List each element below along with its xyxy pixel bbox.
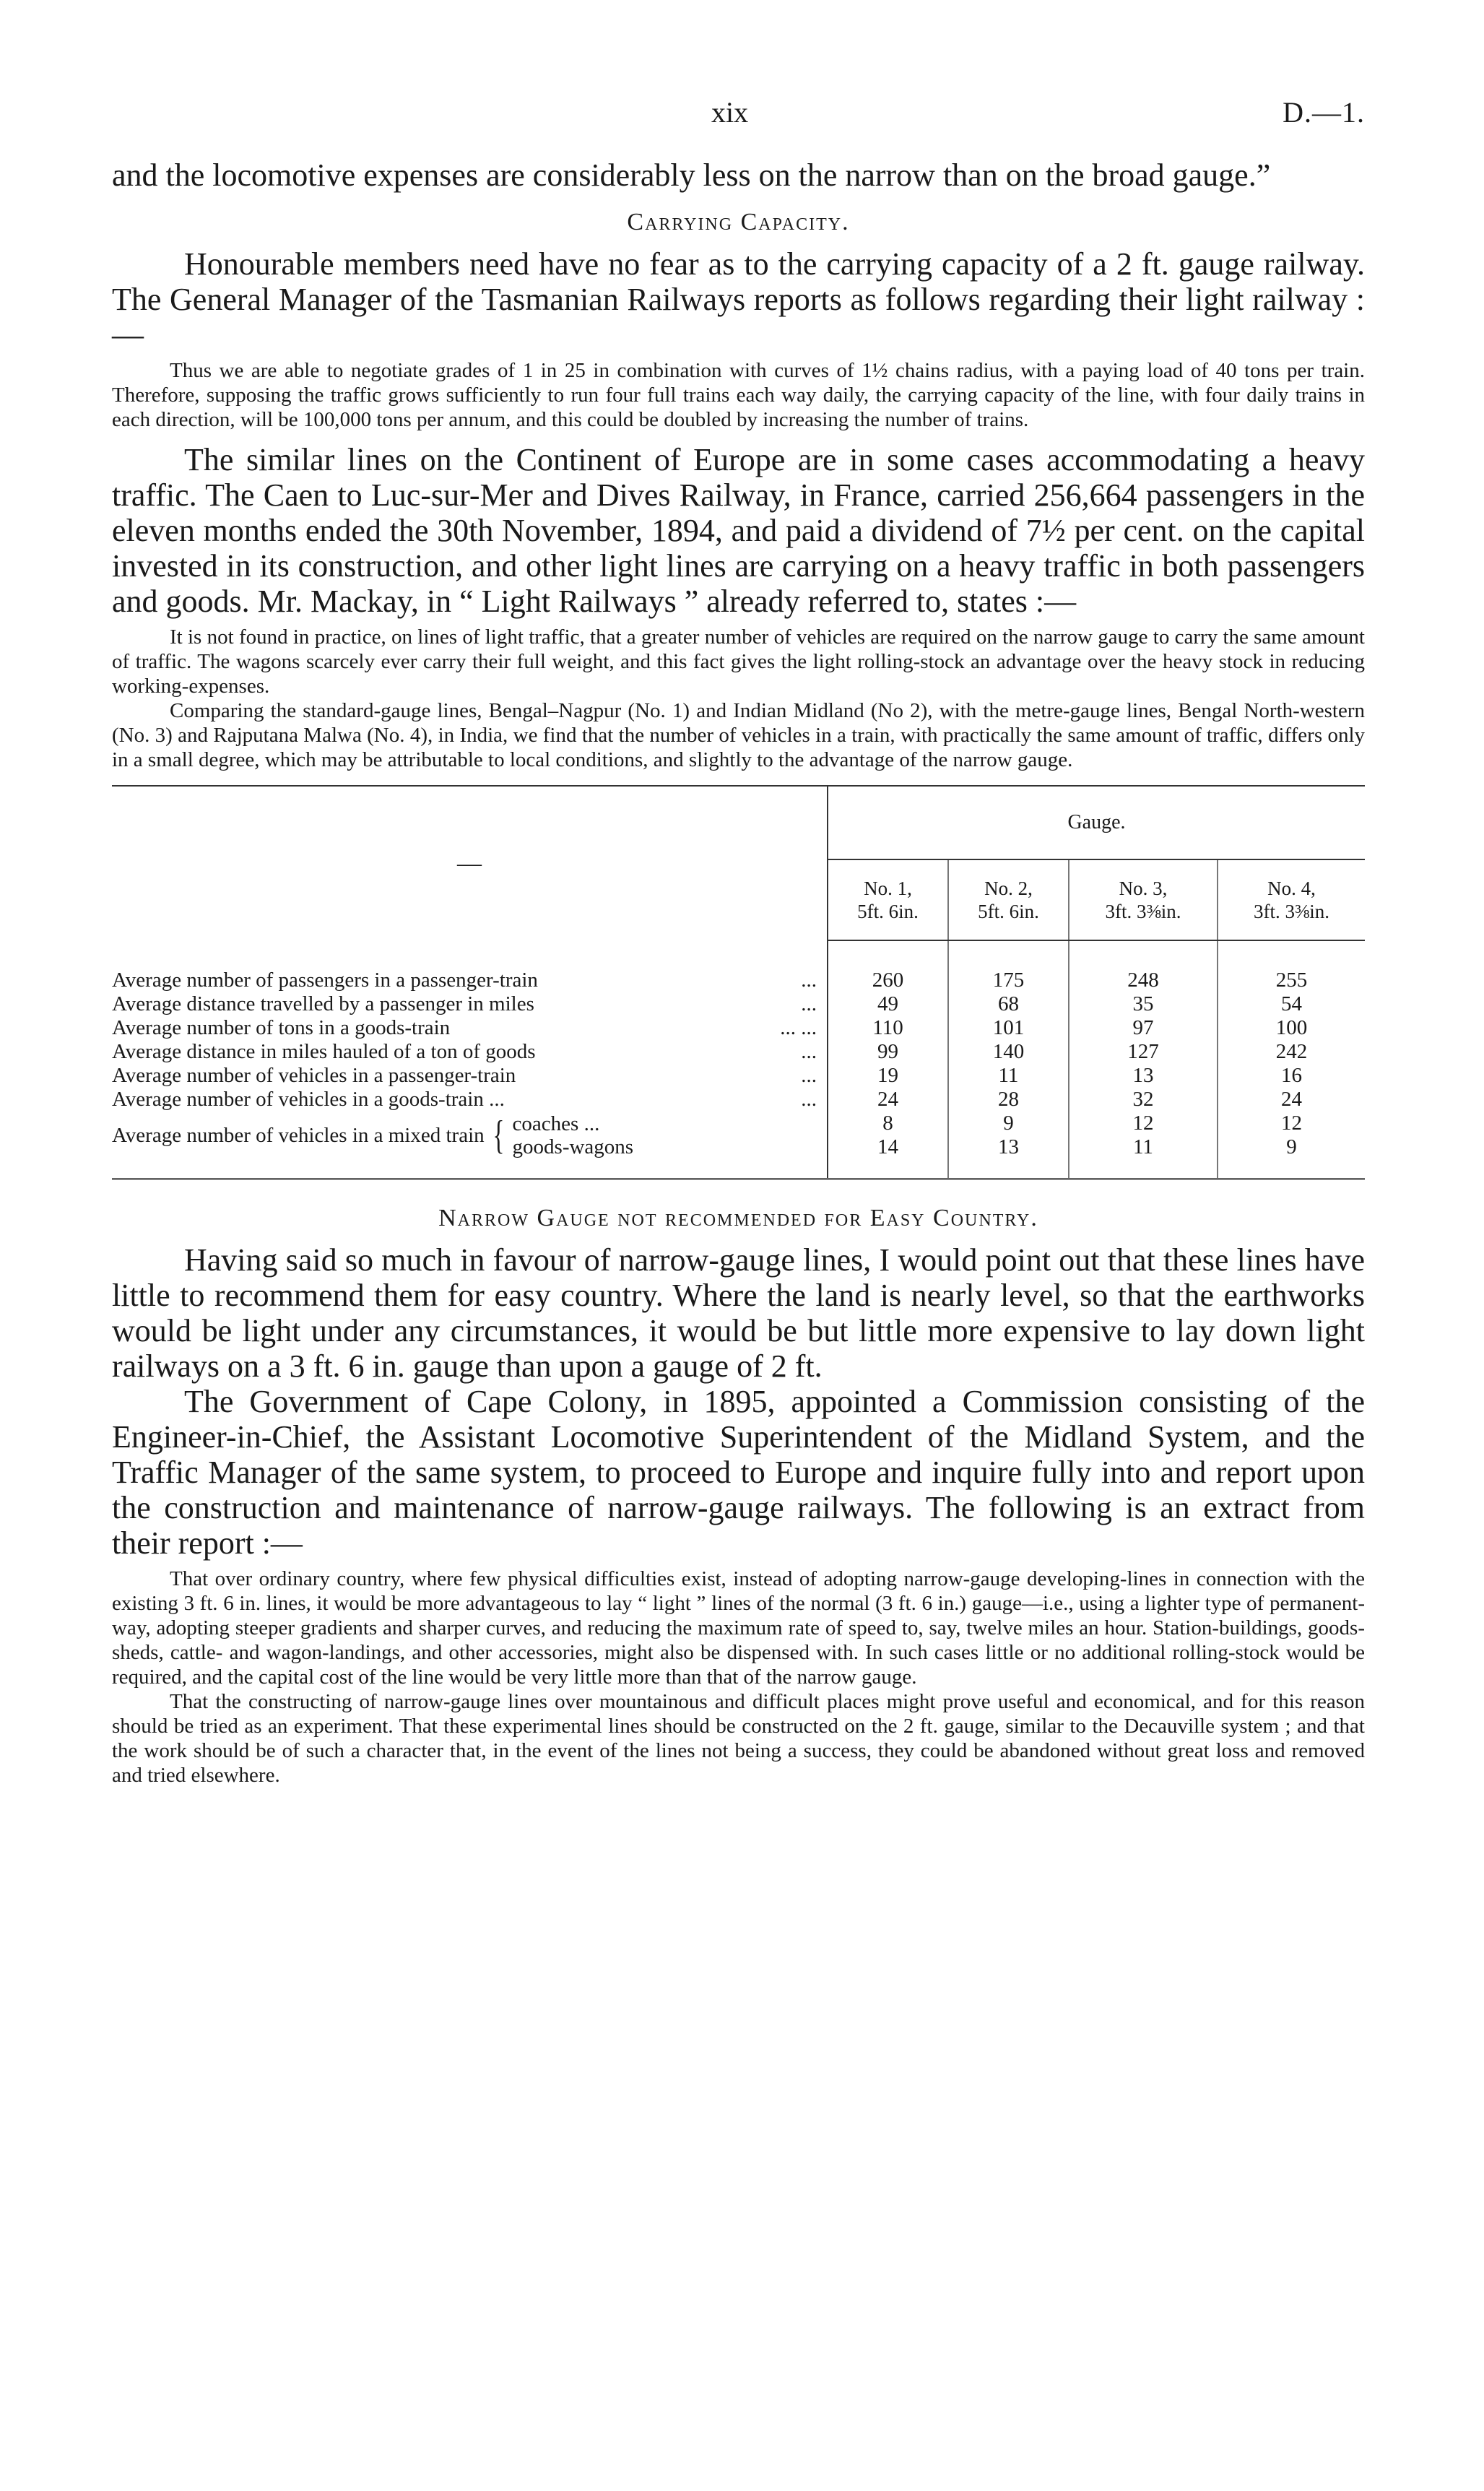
table-row: Average number of vehicles in a goods-train ... ... 24 28 32 24 [112,1088,1302,1111]
mixed-train-label: Average number of vehicles in a mixed train [112,1123,485,1147]
table-row: Average number of tons in a goods-train ... ... 110 101 97 100 [112,1016,1308,1039]
table-row: Average distance in miles hauled of a ton of goods ... 99 140 127 242 [112,1040,1308,1063]
paragraph-having-said: Having said so much in favour of narrow-gauge lines, I would point out that these lines have little to recommend them for easy country. Where the land is nearly level, so that the earthworks would be light under any circumstances, it would be but little more expensive to lay down light railways on a 3 ft. 6 in. gauge than upon a gauge of 2 ft. [112,1242,1365,1384]
paragraph-honourable-members: Honourable members need have no fear as to the carrying capacity of a 2 ft. gauge railway. The General Manager of the Tasmanian Railways reports as follows regarding their light railway :— [112,246,1365,352]
table-blank-header: — [112,786,828,940]
continuation-paragraph: and the locomotive expenses are considerably less on the narrow than on the broad gauge.” [112,157,1271,193]
quote-cape-report-1: That over ordinary country, where few physical difficulties exist, instead of adopting narrow-gauge developing-lines in connection with the existing 3 ft. 6 in. lines, it would be more advantageous to lay “ light ” lines of the normal (3 ft. 6 in.) gauge—i.e., using a lighter type of permanent-way, adopting steeper gradients and sharper curves, and reducing the maximum rate of speed to, say, twelve miles an hour. Station-buildings, goods-sheds, cattle- and wagon-landings, and other accessories, might also be dispensed with. In such cases little or no additional rolling-stock would be required, and the capital cost of the line would be very little more than that of the narrow gauge. [112,1567,1365,1689]
paragraph-cape-colony: The Government of Cape Colony, in 1895, appointed a Commission consisting of the Engineer-in-Chief, the Assistant Locomotive Superintendent of the Midland System, and the Traffic Manager of the same system, to proceed to Europe and inquire fully into and report upon the construction and maintenance of narrow-gauge railways. The following is an extract from their report :— [112,1384,1365,1561]
page-number: xix [711,96,749,129]
table-row: Average number of passengers in a passenger-train ... 260 175 248 255 [112,969,1308,992]
document-reference: D.—1. [1283,96,1365,129]
quote-cape-report-2: That the constructing of narrow-gauge lines over mountainous and difficult places might prove useful and economical, and for this reason should be tried as an experiment. That these experimental lines should be constructed on the 2 ft. gauge, similar to the Decauville system ; and that the work should be of such a character that, in the event of the lines not being a success, they could be abandoned without great loss and removed and tried elsewhere. [112,1690,1365,1787]
paragraph-similar-lines: The similar lines on the Continent of Europe are in some cases accommodating a heavy traffic. The Caen to Luc-sur-Mer and Dives Railway, in France, carried 256,664 passengers in the eleven months ended the 30th November, 1894, and paid a dividend of 7½ per cent. on the capital invested in its construction, and other light lines are carrying on a heavy traffic in both passengers and goods. Mr. Mackay, in “ Light Railways ” already referred to, states :— [112,442,1365,619]
table-row-mixed-train: Average number of vehicles in a mixed train { coaches ... goods-wagons 8 14 9 13 12 11 12 9 [112,1112,1302,1158]
column-header-2: No. 2, 5ft. 6in. [948,859,1069,940]
quote-mackay-2: Comparing the standard-gauge lines, Bengal–Nagpur (No. 1) and Indian Midland (No 2), with the metre-gauge lines, Bengal North-western (No. 3) and Rajputana Malwa (No. 4), in India, we find that the number of vehicles in a train, with practically the same amount of traffic, differs only in a small degree, which may be attributable to local conditions, and slightly to the advantage of the narrow gauge. [112,699,1365,771]
column-header-1: No. 1, 5ft. 6in. [828,859,948,940]
column-header-4: No. 4, 3ft. 3⅜in. [1218,859,1365,940]
heading-carrying-capacity: Carrying Capacity. [627,209,850,235]
quote-mackay-1: It is not found in practice, on lines of light traffic, that a greater number of vehicles are required on the narrow gauge to carry the same amount of traffic. The wagons scarcely ever carry their full weight, and this fact gives the light rolling-stock an advantage over the heavy stock in reducing working-expenses. [112,625,1365,698]
gauge-comparison-table [112,785,1365,1180]
body-text [112,157,1365,1788]
table-row: Average distance travelled by a passenger in miles ... 49 68 35 54 [112,992,1302,1015]
heading-narrow-gauge: Narrow Gauge not recommended for Easy Country. [438,1205,1038,1231]
table-row: Average number of vehicles in a passenger-train ... 19 11 13 16 [112,1064,1302,1087]
quote-tasmanian-manager: Thus we are able to negotiate grades of 1 in 25 in combination with curves of 1½ chains radius, with a paying load of 40 tons per train. Therefore, supposing the traffic grows sufficiently to run four full trains each way daily, the carrying capacity of the line, with four daily trains in each direction, will be 100,000 tons per annum, and this could be doubled by increasing the number of trains. [112,359,1365,431]
page-header [112,95,1365,139]
table-gauge-title: Gauge. [828,786,1365,859]
column-header-3: No. 3, 3ft. 3⅜in. [1069,859,1218,940]
